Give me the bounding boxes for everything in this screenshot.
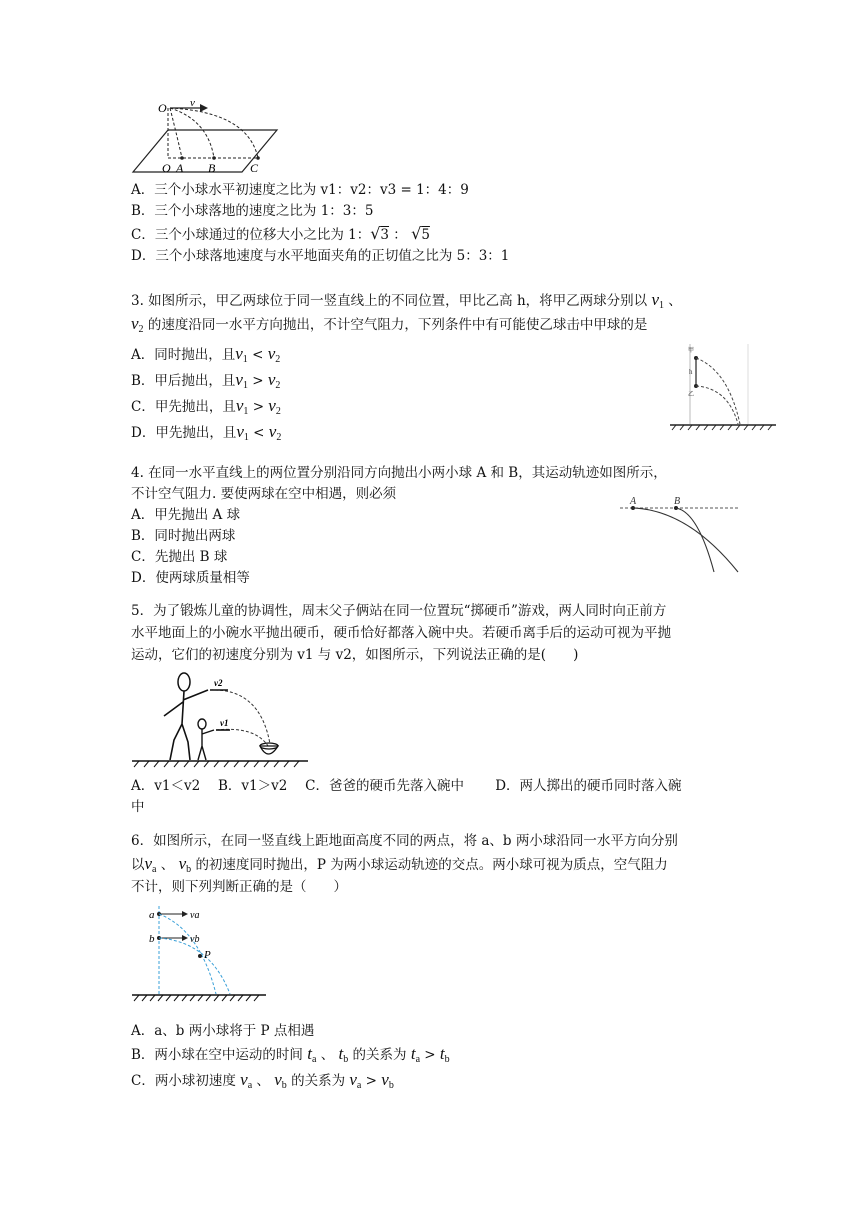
q2-option-d: D．三个小球落地速度与水平地面夹角的正切值之比为 5：3：1 [131,248,510,264]
trajectory-b [676,508,714,572]
trajectory-v1 [216,729,268,746]
svg-text:a: a [149,909,155,921]
q5-stem-line-1: 5．为了锻炼儿童的协调性，周末父子俩站在同一位置玩“掷硬币”游戏，两人同时向正前方 [131,603,667,619]
label-a: A [176,161,184,175]
q6-option-c: C．两小球初速度 $v_a$ 、 $v_b$ 的关系为 $v_a > v_b$ [131,1070,394,1091]
label-o-bottom: O [162,161,171,175]
label-o-top: O [158,101,167,115]
trajectory-a [170,108,182,158]
svg-text:b: b [149,933,155,945]
bowl-icon [260,746,278,754]
q5-figure [130,664,310,768]
svg-text:A: A [630,496,637,507]
label-c: C [250,161,259,175]
q3-option-b: B．甲后抛出，且$v_1 > v_2$ [131,370,281,391]
q4-option-b: B．同时抛出两球 [131,528,236,544]
svg-text:v2: v2 [214,678,223,688]
q3-option-d: D．甲先抛出，且$v_1 < v_2$ [131,422,282,443]
q2-option-a: A．三个小球水平初速度之比为 v1：v2：v3 = 1：4：9 [131,182,469,198]
q4-stem-line-2: 不计空气阻力. 要使两球在空中相遇，则必须 [131,486,397,502]
svg-text:vb: vb [190,934,200,945]
q2-option-a-ratio: v1：v2：v3 = 1：4：9 [320,182,469,198]
q4-stem-line-1: 4. 在同一水平直线上的两位置分别沿同方向抛出小两小球 A 和 B，其运动轨迹如图所示， [131,465,667,481]
q5-options-wrap: 中 [131,799,145,815]
trajectory-v2 [210,690,270,744]
q3-figure [668,342,778,434]
q6-figure [130,902,270,1006]
q2-option-b: B．三个小球落地的速度之比为 1：3：5 [131,203,374,219]
q3-option-c: C．甲先抛出，且$v_1 > v_2$ [131,396,281,417]
q5-stem-line-2: 水平地面上的小碗水平抛出硬币，硬币恰好都落入碗中央。若硬币离手后的运动可视为平抛 [131,625,671,641]
label-v: v [190,100,195,109]
svg-text:乙: 乙 [688,392,695,398]
label-b: B [208,161,216,175]
q3-stem-line-1: 3. 如图所示，甲乙两球位于同一竖直线上的不同位置，甲比乙高 h，将甲乙两球分别以 $v_1$ 、 [131,290,682,311]
q6-option-b: B．两小球在空中运动的时间 $t_a$ 、 $t_b$ 的关系为 $t_a > t_b$ [131,1044,450,1065]
father-head [178,673,190,691]
velocity-arrow-head [200,104,208,112]
trajectory-b [159,938,230,994]
svg-text:P: P [204,949,211,961]
q4-option-d: D．使两球质量相等 [131,570,250,586]
svg-text:va: va [190,910,200,921]
svg-text:v1: v1 [220,718,229,728]
trajectory-a [633,508,738,572]
point-p [198,954,202,958]
q5-stem-line-3: 运动，它们的初速度分别为 v1 与 v2，如图所示，下列说法正确的是( ) [131,647,579,663]
svg-text:h: h [689,368,693,376]
q6-option-a: A．a、b 两小球将于 P 点相遇 [131,1023,315,1039]
trajectory-yi [696,386,738,424]
svg-text:甲: 甲 [688,348,695,354]
son-head [198,719,206,729]
son-body [198,729,214,760]
q6-stem-line-2: 以$v_a$ 、 $v_b$ 的初速度同时抛出，P 为两小球运动轨迹的交点。两小球可视为质点，空气阻力 [131,854,668,875]
q2-option-c: C．三个小球通过的位移大小之比为 1：√3 ： √5 [131,224,430,243]
q6-stem-line-3: 不计，则下列判断正确的是（ ） [131,879,347,895]
q4-figure [618,494,742,574]
q5-options-line: A．v1＜v2 B．v1＞v2 C．爸爸的硬币先落入碗中 D．两人掷出的硬币同时落入碗 [131,778,682,794]
svg-text:B: B [674,496,681,507]
trajectory-jia [696,358,740,424]
q4-option-c: C．先抛出 B 球 [131,549,228,565]
q3-stem-line-2: $v_2$ 的速度沿同一水平方向抛出，不计空气阻力，下列条件中有可能使乙球击中甲球的是 [131,314,648,335]
q2-figure [130,100,280,178]
q4-option-a: A．甲先抛出 A 球 [131,507,241,523]
trajectory-c [170,108,258,158]
q3-option-a: A．同时抛出，且$v_1 < v_2$ [131,344,281,365]
q6-stem-line-1: 6．如图所示，在同一竖直线上距地面高度不同的两点，将 a、b 两小球沿同一水平方向分别 [131,833,678,849]
